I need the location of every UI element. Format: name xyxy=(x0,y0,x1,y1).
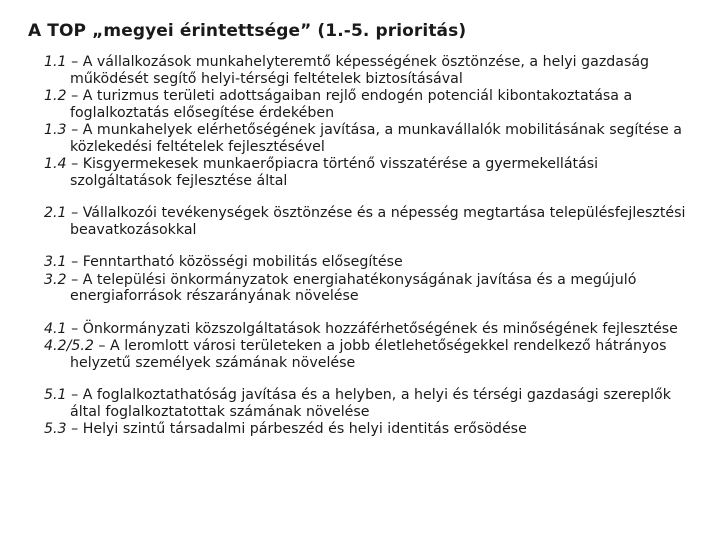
item-text: – A turizmus területi adottságaiban rejlő endogén potenciál kibontakoztatása a foglalkoztatás elősegítése érdekében xyxy=(66,88,633,121)
item-text: – A foglalkoztathatóság javítása és a helyben, a helyi és térségi gazdasági szereplők által foglalkoztatottak számának növelése xyxy=(66,387,671,420)
item-text: – Kisgyermekesek munkaerőpiacra történő visszatérése a gyermekellátási szolgáltatások fejlesztése által xyxy=(66,156,599,189)
list-item xyxy=(44,272,696,305)
item-text: – Önkormányzati közszolgáltatások hozzáférhetőségének és minőségének fejlesztése xyxy=(66,320,678,337)
item-text: – Vállalkozói tevékenységek ösztönzése és a népesség megtartása településfejlesztési beavatkozásokkal xyxy=(66,205,686,238)
item-code: 2.1 xyxy=(44,205,67,221)
item-code: 5.1 xyxy=(44,387,67,403)
item-text: – A települési önkormányzatok energiahatékonyságának javítása és a megújuló energiaforrások részarányának növelése xyxy=(66,271,637,304)
item-code: 4.1 xyxy=(44,320,67,337)
item-code: 4.2/5.2 xyxy=(44,338,94,354)
list-item xyxy=(44,122,696,155)
item-code: 1.2 xyxy=(44,88,67,104)
item-code: 3.2 xyxy=(44,271,67,288)
priority-group-1 xyxy=(28,54,696,189)
item-text: – A munkahelyek elérhetőségének javítása, a munkavállalók mobilitásának segítése a közlekedési feltételek fejlesztésével xyxy=(66,122,682,155)
item-code: 1.1 xyxy=(44,54,67,70)
list-item xyxy=(44,387,696,420)
item-text: – Helyi szintű társadalmi párbeszéd és helyi identitás erősödése xyxy=(66,421,527,437)
priority-group-5 xyxy=(28,387,696,438)
item-text: – Fenntartható közösségi mobilitás elősegítése xyxy=(66,254,403,270)
list-item xyxy=(44,338,696,371)
list-item xyxy=(44,88,696,121)
item-code: 5.3 xyxy=(44,421,67,437)
list-item xyxy=(44,321,696,338)
item-code: 1.4 xyxy=(44,156,67,172)
priority-group-2 xyxy=(28,205,696,238)
list-item xyxy=(44,54,696,87)
item-code: 3.1 xyxy=(44,254,67,270)
priority-group-4 xyxy=(28,321,696,372)
item-text: – A leromlott városi területeken a jobb életlehetőségekkel rendelkező hátrányos helyzetű személyek számának növelése xyxy=(70,338,667,371)
item-text: – A vállalkozások munkahelyteremtő képességének ösztönzése, a helyi gazdaság működését segítő helyi-térségi feltételek biztosításával xyxy=(66,54,650,87)
list-item xyxy=(44,421,696,438)
page-title: A TOP „megyei érintettsége” (1.-5. prioritás) xyxy=(28,21,467,41)
list-item xyxy=(44,205,696,238)
list-item xyxy=(44,156,696,189)
item-code: 1.3 xyxy=(44,122,67,138)
list-item xyxy=(44,254,696,271)
priority-group-3 xyxy=(28,254,696,305)
